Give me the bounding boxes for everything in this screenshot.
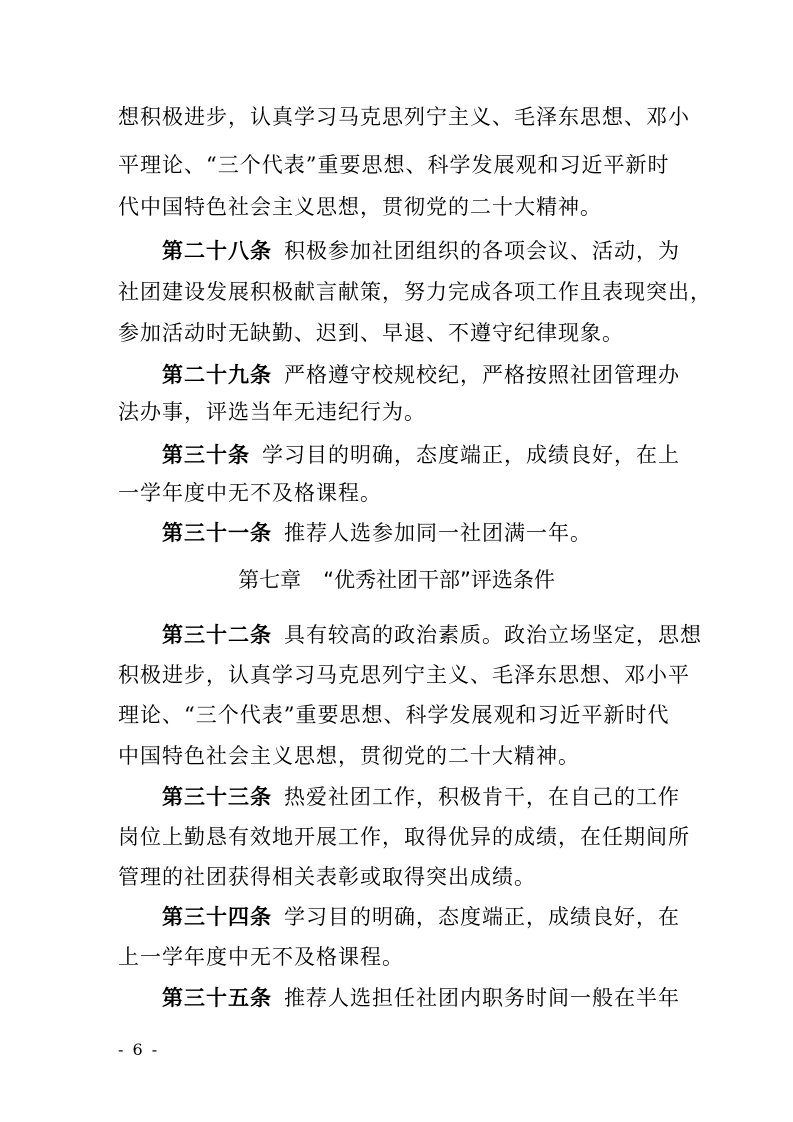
article-29: [162, 360, 678, 390]
article-35-text: 推荐人选担任社团内职务时间一般在半年: [284, 986, 680, 1010]
article-35-label: 第三十五条: [162, 985, 272, 1010]
chapter-heading: [0, 565, 793, 595]
article-35: [162, 983, 678, 1013]
article-30-label: 第三十条: [162, 442, 250, 467]
article-30-text: 学习目的明确，态度端正，成绩良好，在上: [262, 443, 680, 467]
article-31-label: 第三十一条: [162, 520, 272, 545]
article-34: [162, 902, 678, 932]
paragraph-line: 想积极进步，认真学习马克思列宁主义、毛泽东思想、邓小: [118, 105, 690, 129]
article-28: [162, 236, 678, 266]
article-34-label: 第三十四条: [162, 904, 272, 929]
paragraph-line: 上一学年度中无不及格课程。: [118, 945, 404, 969]
paragraph-line: 参加活动时无缺勤、迟到、早退、不遵守纪律现象。: [118, 321, 624, 345]
paragraph-line: 管理的社团获得相关表彰或取得突出成绩。: [118, 865, 536, 889]
page-number: - 6 -: [118, 1040, 160, 1059]
article-34-text: 学习目的明确，态度端正，成绩良好，在: [284, 905, 680, 929]
paragraph-line: 法办事，评选当年无违纪行为。: [118, 400, 426, 424]
article-31-text: 推荐人选参加同一社团满一年。: [284, 521, 592, 545]
article-33-label: 第三十三条: [162, 784, 272, 809]
article-29-text: 严格遵守校规校纪，严格按照社团管理办: [284, 363, 680, 387]
article-32-text: 具有较高的政治素质。政治立场坚定，思想: [284, 623, 702, 647]
article-33-text: 热爱社团工作，积极肯干，在自己的工作: [284, 785, 680, 809]
paragraph-line: 积极进步，认真学习马克思列宁主义、毛泽东思想、邓小平: [118, 663, 690, 687]
article-30: [162, 440, 678, 470]
article-32-label: 第三十二条: [162, 622, 272, 647]
chapter-title: “优秀社团干部”评选条件: [323, 568, 555, 592]
paragraph-line: 岗位上勤恳有效地开展工作，取得优异的成绩，在任期间所: [118, 825, 690, 849]
article-29-label: 第二十九条: [162, 362, 272, 387]
paragraph-line: 理论、“三个代表”重要思想、科学发展观和习近平新时代: [118, 703, 670, 727]
paragraph-line: 一学年度中无不及格课程。: [118, 481, 382, 505]
paragraph-line: 平理论、“三个代表”重要思想、科学发展观和习近平新时: [118, 153, 670, 177]
paragraph-line: 代中国特色社会主义思想，贯彻党的二十大精神。: [118, 195, 602, 219]
article-31: [162, 518, 678, 548]
article-32: [162, 620, 702, 650]
article-33: [162, 782, 678, 812]
chapter-number: 第七章: [238, 568, 302, 592]
paragraph-line: 中国特色社会主义思想，贯彻党的二十大精神。: [118, 744, 580, 768]
article-28-text: 积极参加社团组织的各项会议、活动，为: [284, 239, 680, 263]
paragraph-line: 社团建设发展积极献言献策，努力完成各项工作且表现突出，: [118, 280, 712, 304]
article-28-label: 第二十八条: [162, 238, 272, 263]
